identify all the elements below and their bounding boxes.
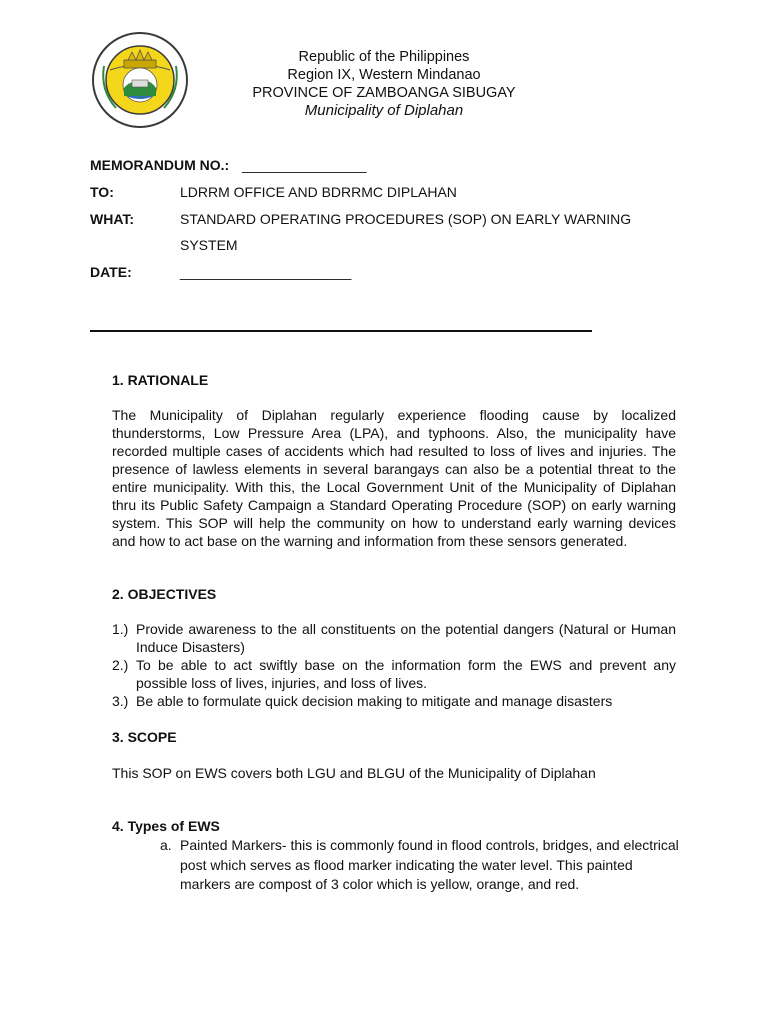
memo-date-blank: ______________________: [180, 264, 352, 280]
objectives-list: [112, 620, 676, 710]
list-item: [160, 836, 680, 895]
separator-line: [90, 330, 592, 332]
header-municipality: Municipality of Diplahan: [304, 102, 464, 119]
list-item-text: To be able to act swiftly base on the information form the EWS and prevent any possible loss of lives, injuries, and loss of lives.: [136, 657, 676, 691]
municipal-seal: [88, 30, 198, 130]
list-item: [112, 692, 676, 710]
rationale-heading: 1. RATIONALE: [112, 372, 209, 388]
memo-to-value: LDRRM OFFICE AND BDRRMC DIPLAHAN: [180, 184, 457, 200]
list-item-number: 3.): [112, 693, 129, 709]
list-item: [112, 620, 676, 656]
letterhead: [200, 48, 568, 120]
rationale-text: The Municipality of Diplahan regularly experience flooding cause by localized thunderstorms, Low Pressure Area (LPA), and typhoons. Also, the municipality have recorded multiple cases of accidents which had resulted to loss of lives and injuries. The presence of lawless elements in several barangays can also be a potential threat to the entire municipality. With this, the Local Government Unit of the Municipality of Diplahan thru its Public Safety Campaign a Standard Operating Procedure (SOP) on early warning system. This SOP will help the community on how to understand early warning devices and how to act base on the warning and information from these sensors generated.: [112, 407, 676, 549]
list-item-number: 1.): [112, 621, 129, 637]
header-region: Region IX, Western Mindanao: [287, 67, 481, 83]
scope-heading: 3. SCOPE: [112, 729, 177, 745]
list-item: [112, 656, 676, 692]
memo-what-value-1: STANDARD OPERATING PROCEDURES (SOP) ON EARLY WARNING: [180, 211, 632, 227]
list-item-text: Painted Markers- this is commonly found in flood controls, bridges, and electrical post which serves as flood marker indicating the water level. This painted markers are compost of 3 color which is yellow, orange, and red.: [180, 837, 679, 892]
memo-number-label: MEMORANDUM NO.:: [90, 157, 230, 173]
types-heading: 4. Types of EWS: [112, 818, 220, 834]
scope-text: This SOP on EWS covers both LGU and BLGU of the Municipality of Diplahan: [112, 765, 596, 781]
memo-to-label: TO:: [90, 184, 114, 200]
memo-what-label: WHAT:: [90, 211, 135, 227]
header-province: PROVINCE OF ZAMBOANGA SIBUGAY: [252, 85, 516, 101]
list-item-letter: a.: [160, 837, 172, 853]
memo-number-blank: ________________: [242, 157, 367, 173]
objectives-heading: 2. OBJECTIVES: [112, 586, 217, 602]
list-item-text: Be able to formulate quick decision making to mitigate and manage disasters: [136, 693, 613, 709]
header-republic: Republic of the Philippines: [298, 49, 470, 65]
memo-what-value-2: SYSTEM: [180, 237, 238, 253]
list-item-text: Provide awareness to the all constituents on the potential dangers (Natural or Human Induce Disasters): [136, 621, 676, 655]
list-item-number: 2.): [112, 657, 129, 673]
memo-date-label: DATE:: [90, 264, 132, 280]
